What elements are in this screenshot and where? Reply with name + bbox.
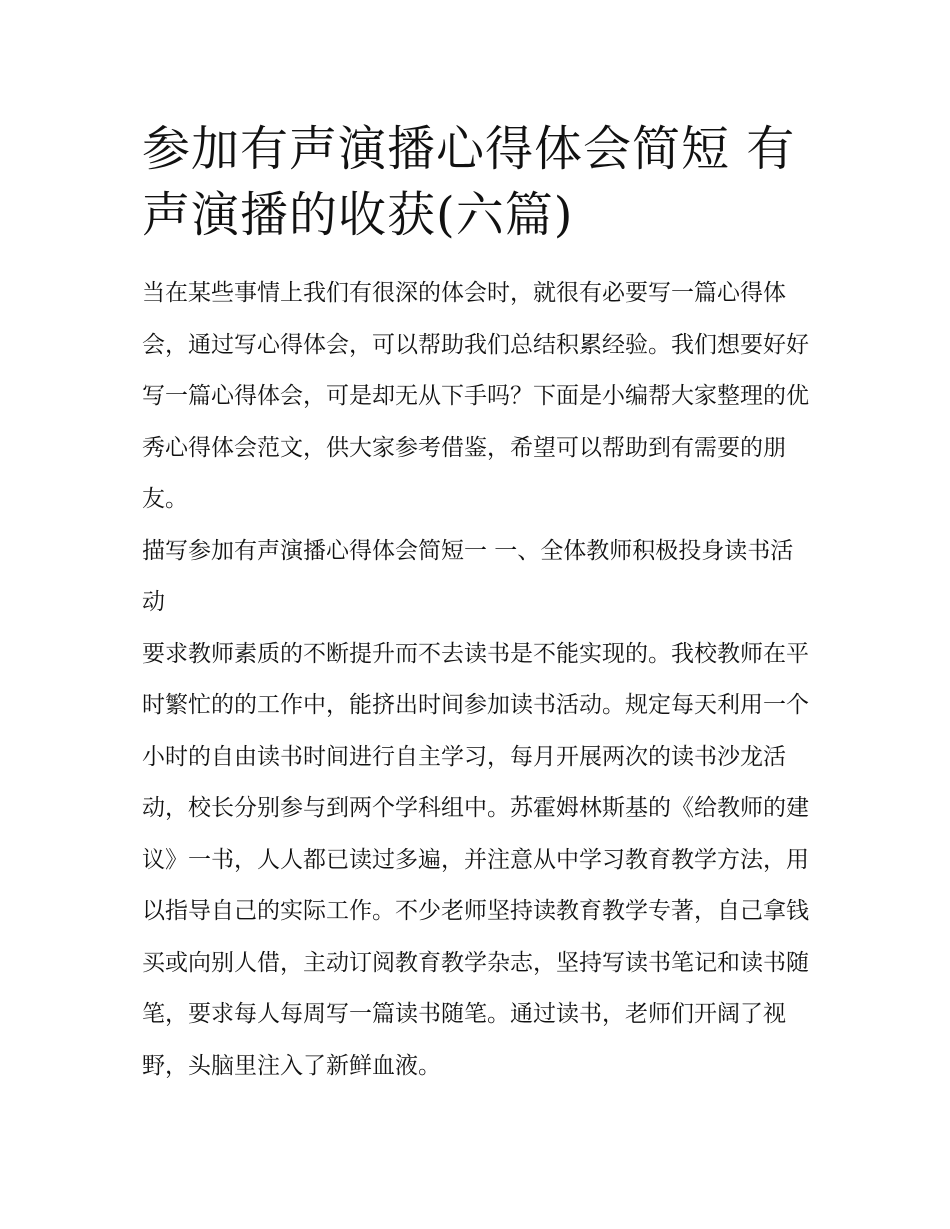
intro-paragraph: 当在某些事情上我们有很深的体会时，就很有必要写一篇心得体会，通过写心得体会，可以帮助我们总结积累经验。我们想要好好写一篇心得体会，可是却无从下手吗？下面是小编帮大家整理的优秀心得体会范文，供大家参考借鉴，希望可以帮助到有需要的朋友。 (142, 280, 809, 512)
section-heading: 描写参加有声演播心得体会简短一 一、全体教师积极投身读书活动 (142, 537, 794, 615)
body-paragraph: 要求教师素质的不断提升而不去读书是不能实现的。我校教师在平时繁忙的的工作中，能挤出时间参加读书活动。规定每天利用一个小时的自由读书时间进行自主学习，每月开展两次的读书沙龙活动，校长分别参与到两个学科组中。苏霍姆林斯基的《给教师的建议》一书，人人都已读过多遍，并注意从中学习教育教学方法，用以指导自己的实际工作。不少老师坚持读教育教学专著，自己拿钱买或向别人借，主动订阅教育教学杂志，坚持写读书笔记和读书随笔，要求每人每周写一篇读书随笔。通过读书，老师们开阔了视野，头脑里注入了新鲜血液。 (142, 640, 809, 1079)
document-title: 参加有声演播心得体会简短 有声演播的收获(六篇) (142, 121, 796, 243)
document-page (142, 116, 812, 1092)
